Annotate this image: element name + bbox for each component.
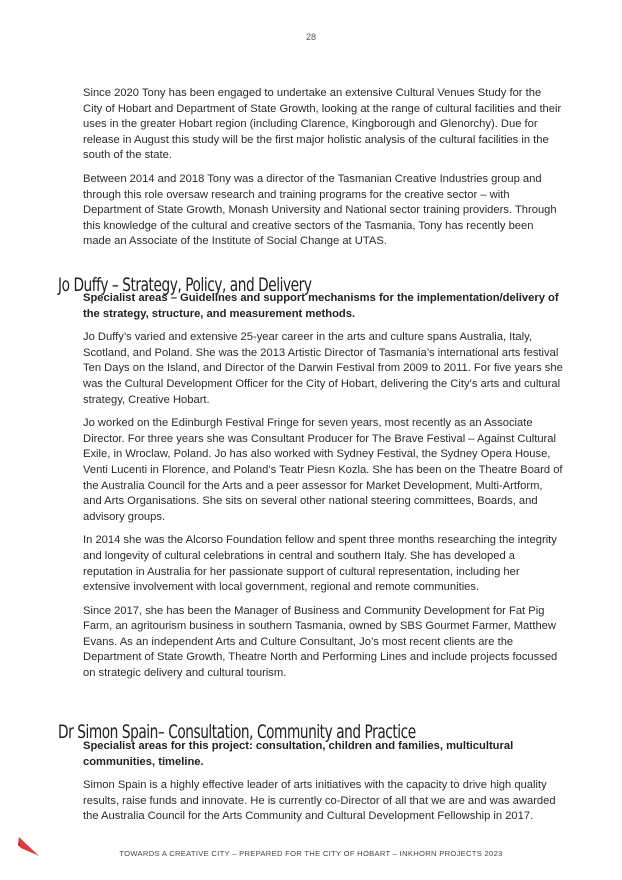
simon-paragraph-1: Simon Spain is a highly effective leader of arts initiatives with the capacity to drive high quality results, raise funds and innovate. He is currently co-Director of all that we are and was awarded the Australia Council for the Arts Community and Cultural Development Fellowship in 2017. — [83, 779, 556, 823]
jo-paragraph-4: Since 2017, she has been the Manager of Business and Community Development for Fat Pig Farm, an agritourism business in southern Tasmania, owned by SBS Gourmet Farmer, Matthew Evans. As an independent Arts and Culture Consultant, Jo’s most recent clients are the Department of State Growth, Theatre North and Performing Lines and include projects focussed on strategic delivery and cultural tourism. — [83, 604, 558, 680]
simon-specialist-areas: Specialist areas for this project: consultation, children and families, multicultural communities, timeline. — [83, 740, 514, 768]
jo-paragraph-1: Jo Duffy’s varied and extensive 25-year career in the arts and culture spans Australia, Italy, Scotland, and Poland. She was the 2013 Artistic Director of Tasmania’s international arts festival Ten Days on the Island, and Director of the Darwin Festival from 2009 to 2011. For five years she was the Cultural Development Officer for the City of Hobart, delivering the City’s arts and cultural strategy, Creative Hobart. — [83, 331, 563, 406]
jo-paragraph-3: In 2014 she was the Alcorso Foundation fellow and spent three months researching the integrity and longevity of cultural celebrations in central and southern Italy. She has developed a reputation in Australia for her passionate support of cultural representation, including her extensive involvement with local government, regional and remote communities. — [83, 534, 557, 594]
jo-duffy-heading: Jo Duffy – Strategy, Policy, and Delivery — [58, 273, 312, 296]
jo-duffy-section — [83, 291, 563, 690]
page-footer: TOWARDS A CREATIVE CITY – PREPARED FOR THE CITY OF HOBART – INKHORN PROJECTS 2023 — [119, 849, 503, 858]
jo-paragraph-2: Jo worked on the Edinburgh Festival Fringe for seven years, most recently as an Associate Director. For three years she was Consultant Producer for The Brave Festival – Against Cultural Exile, in Wroclaw, Poland. Jo has also worked with Sydney Festival, the Sydney Opera House, Venti Lucenti in Florence, and Poland’s Teatr Piesn Kozla. She has been on the Theatre Board of the Australia Council for the Arts and a peer assessor for Market Development, Multi-Artform, and Arts Organisations. She sits on several other national steering committees, Boards, and advisory groups. — [83, 417, 563, 523]
intro-paragraph-2: Between 2014 and 2018 Tony was a director of the Tasmanian Creative Industries group and through this role oversaw research and training programs for the creative sector – with Department of State Growth, Monash University and National sector training providers. Through this knowledge of the cultural and creative sectors of the Tasmania, Tony has recently been made an Associate of the Institute of Social Change at UTAS. — [83, 172, 557, 248]
intro-paragraph-1: Since 2020 Tony has been engaged to undertake an extensive Cultural Venues Study for the City of Hobart and Department of State Growth, looking at the range of cultural facilities and their uses in the greater Hobart region (including Clarence, Kingborough and Glenorchy). Due for release in August this study will be the first major holistic analysis of the cultural facilities in the south of the state. — [83, 87, 562, 162]
page-number: 28 — [305, 32, 316, 42]
intro-section — [83, 86, 563, 258]
simon-spain-section — [83, 739, 563, 833]
simon-spain-heading: Dr Simon Spain– Consultation, Community and Practice — [58, 720, 416, 743]
jo-specialist-areas: Specialist areas – Guidelines and support mechanisms for the implementation/delivery of the strategy, structure, and measurement methods. — [83, 292, 559, 320]
